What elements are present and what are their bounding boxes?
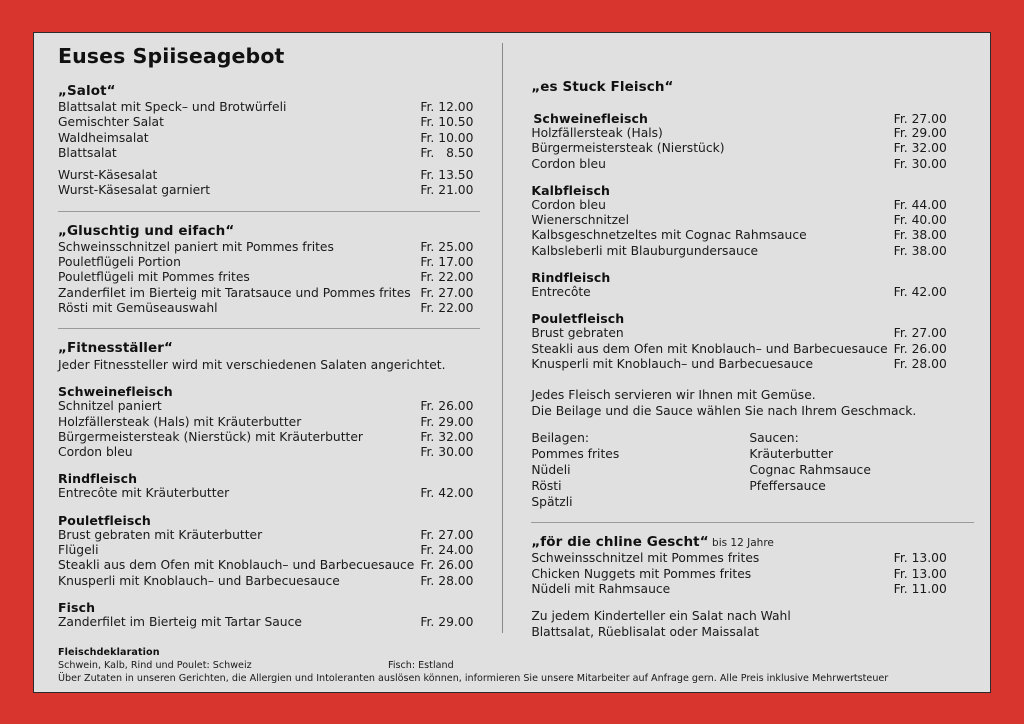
left-column xyxy=(34,33,502,647)
menu-row xyxy=(58,486,502,501)
spacer xyxy=(56,161,502,168)
allergen-note: Über Zutaten in unseren Gerichten, die Allergien und Intoleranten auslösen können, informieren Sie unsere Mitarbeiter auf Anfrage gern. Alle Preis inklusive Mehrwertsteuer xyxy=(58,673,889,684)
category-title: Pouletfleisch xyxy=(58,512,151,528)
list-item: Pfeffersauce xyxy=(749,479,826,494)
item-label: Entrecôte mit Kräuterbutter xyxy=(58,486,230,501)
item-price: Fr. 29.00 xyxy=(420,614,474,629)
spacer xyxy=(529,96,975,111)
item-label: Knusperli mit Knoblauch– und Barbecuesauce xyxy=(531,356,814,371)
serving-notes xyxy=(529,387,975,419)
category-schweinefleisch xyxy=(529,111,975,172)
section-salot xyxy=(56,83,502,199)
item-label: Bürgermeistersteak (Nierstück) mit Kräuterbutter xyxy=(58,429,363,444)
menu-row xyxy=(531,567,975,582)
item-label: Chicken Nuggets mit Pommes frites xyxy=(531,566,752,581)
item-price: Fr. 42.00 xyxy=(893,285,947,300)
item-label: Brust gebraten mit Kräuterbutter xyxy=(58,527,263,542)
menu-row xyxy=(58,115,502,130)
item-price: Fr. 27.00 xyxy=(893,326,947,341)
category-title: Pouletfleisch xyxy=(531,311,625,327)
category-price: Fr. 27.00 xyxy=(893,112,947,126)
item-price: Fr. 26.00 xyxy=(420,558,474,573)
item-price: Fr. 29.00 xyxy=(893,126,947,140)
serving-note: Die Beilage und die Sauce wählen Sie nach Ihrem Geschmack. xyxy=(531,404,917,419)
spacer xyxy=(56,589,502,600)
item-price: Fr. 11.00 xyxy=(893,581,947,596)
item-group xyxy=(56,168,502,199)
menu-row xyxy=(58,270,502,285)
item-label: Holzfällersteak (Hals) mit Kräuterbutter xyxy=(58,414,302,429)
item-label: Entrecôte xyxy=(531,285,591,300)
menu-columns xyxy=(34,33,990,647)
item-group xyxy=(56,240,502,316)
item-price: Fr. 32.00 xyxy=(893,141,947,156)
item-label: Cordon bleu xyxy=(58,445,133,460)
menu-row xyxy=(531,141,975,156)
menu-footer xyxy=(34,647,990,692)
category-title: Schweinefleisch xyxy=(533,111,649,126)
category-kalbfleisch xyxy=(529,183,975,259)
item-price: Fr. 13.00 xyxy=(893,566,947,581)
item-label: Zanderfilet im Bierteig mit Tartar Sauce xyxy=(58,614,302,629)
menu-row xyxy=(58,574,502,589)
section-heading xyxy=(531,534,975,550)
category-title: Rindfleisch xyxy=(531,270,611,286)
item-price: Fr. 30.00 xyxy=(420,445,474,460)
menu-row xyxy=(58,528,502,543)
menu-row xyxy=(531,582,975,597)
category-header-row xyxy=(531,111,975,126)
section-fitnesstaeller xyxy=(56,340,502,630)
item-label: Cordon bleu xyxy=(531,197,606,212)
spacer xyxy=(56,502,502,513)
section-divider xyxy=(58,328,480,329)
kids-note: Zu jedem Kinderteller ein Salat nach Wahl xyxy=(531,609,791,624)
origin-fish: Fisch: Estland xyxy=(388,660,454,671)
item-price: Fr. 13.00 xyxy=(893,551,947,566)
section-gluschtig xyxy=(56,223,502,316)
menu-row xyxy=(58,240,502,255)
category-rindfleisch xyxy=(56,471,502,501)
item-price: Fr. 27.00 xyxy=(420,527,474,542)
menu-row xyxy=(58,430,502,445)
item-price: Fr. 26.00 xyxy=(420,399,474,414)
item-label: Pouletflügeli mit Pommes frites xyxy=(58,270,250,285)
item-price: Fr. 30.00 xyxy=(893,156,947,171)
item-label: Brust gebraten xyxy=(531,326,624,341)
list-item: Nüdeli xyxy=(531,463,571,478)
item-label: Kalbsleberli mit Blauburgundersauce xyxy=(531,243,759,258)
item-price: Fr. 22.00 xyxy=(420,270,474,285)
menu-row xyxy=(58,168,502,183)
list-item: Cognac Rahmsauce xyxy=(749,463,871,478)
item-label: Schnitzel paniert xyxy=(58,399,162,414)
menu-row xyxy=(531,285,975,300)
sides-heading: Beilagen: xyxy=(531,431,590,446)
item-price: Fr. 38.00 xyxy=(893,243,947,258)
category-pouletfleisch xyxy=(529,311,975,372)
item-group xyxy=(56,100,502,161)
item-price: Fr. 28.00 xyxy=(420,573,474,588)
spacer xyxy=(529,597,975,608)
menu-row xyxy=(531,244,975,259)
item-price: Fr. 13.50 xyxy=(420,168,474,183)
item-price: Fr. 21.00 xyxy=(420,183,474,198)
category-title: Rindfleisch xyxy=(58,471,138,487)
item-price: Fr. 10.00 xyxy=(420,130,474,145)
item-label: Blattsalat xyxy=(58,145,117,160)
item-price: Fr. 27.00 xyxy=(420,285,474,300)
item-price: Fr. 8.50 xyxy=(420,145,474,160)
list-item: Pommes frites xyxy=(531,447,620,462)
item-label: Gemischter Salat xyxy=(58,115,164,130)
category-schweinefleisch xyxy=(56,384,502,460)
sauces-heading: Saucen: xyxy=(749,431,799,446)
category-title: Kalbfleisch xyxy=(531,182,611,198)
item-label: Cordon bleu xyxy=(531,156,606,171)
page-title: Euses Spiiseagebot xyxy=(58,44,285,68)
item-price: Fr. 10.50 xyxy=(420,115,474,130)
category-title: Schweinefleisch xyxy=(58,384,173,400)
item-label: Waldheimsalat xyxy=(58,130,149,145)
menu-row xyxy=(531,157,975,172)
list-item: Rösti xyxy=(531,479,562,494)
menu-row xyxy=(58,146,502,161)
origin-row xyxy=(58,659,968,672)
menu-row xyxy=(531,342,975,357)
item-label: Steakli aus dem Ofen mit Knoblauch– und Barbecuesauce xyxy=(58,558,415,573)
item-price: Fr. 12.00 xyxy=(420,100,474,114)
section-heading: „Salot“ xyxy=(58,83,116,99)
menu-row xyxy=(531,228,975,243)
menu-row xyxy=(531,198,975,213)
category-fisch xyxy=(56,600,502,630)
kids-age-note: bis 12 Jahre xyxy=(712,537,774,550)
menu-row xyxy=(531,326,975,341)
item-label: Steakli aus dem Ofen mit Knoblauch– und Barbecuesauce xyxy=(531,341,888,356)
kids-note: Blattsalat, Rüeblisalat oder Maissalat xyxy=(531,625,760,640)
list-item: Kräuterbutter xyxy=(749,447,834,462)
item-price: Fr. 28.00 xyxy=(893,356,947,371)
item-price: Fr. 44.00 xyxy=(893,197,947,212)
section-divider xyxy=(58,211,480,212)
item-price: Fr. 22.00 xyxy=(420,300,474,315)
section-heading: „es Stuck Fleisch“ xyxy=(531,79,674,95)
spacer xyxy=(529,372,975,387)
menu-row xyxy=(531,357,975,372)
item-label: Holzfällersteak (Hals) xyxy=(531,126,663,140)
item-label: Knusperli mit Knoblauch– und Barbecuesauce xyxy=(58,573,340,588)
section-heading: „Gluschtig und eifach“ xyxy=(58,222,235,239)
spacer xyxy=(529,259,975,270)
menu-row xyxy=(58,415,502,430)
item-label: Zanderfilet im Bierteig mit Taratsauce und Pommes frites xyxy=(58,285,411,300)
menu-row xyxy=(58,615,502,630)
item-price: Fr. 40.00 xyxy=(893,213,947,228)
list-item: Spätzli xyxy=(531,495,573,510)
menu-row xyxy=(58,255,502,270)
item-label: Schweinsschnitzel mit Pommes frites xyxy=(531,551,760,566)
right-column xyxy=(503,33,999,647)
item-label: Bürgermeistersteak (Nierstück) xyxy=(531,141,725,156)
item-label: Wienerschnitzel xyxy=(531,213,630,228)
spacer xyxy=(529,300,975,311)
menu-row xyxy=(58,286,502,301)
menu-row xyxy=(531,213,975,228)
serving-note: Jedes Fleisch servieren wir Ihnen mit Gemüse. xyxy=(531,388,816,403)
declaration-title: Fleischdeklaration xyxy=(58,647,160,658)
item-label: Kalbsgeschnetzeltes mit Cognac Rahmsauce xyxy=(531,228,807,243)
section-heading: „Fitnesställer“ xyxy=(58,340,174,357)
sauces-list xyxy=(749,430,967,510)
menu-row xyxy=(58,183,502,198)
menu-row xyxy=(58,301,502,316)
item-price: Fr. 26.00 xyxy=(893,341,947,356)
item-label: Schweinsschnitzel paniert mit Pommes frites xyxy=(58,239,334,254)
item-label: Rösti mit Gemüseauswahl xyxy=(58,300,218,315)
spacer xyxy=(529,419,975,430)
origin-meat: Schwein, Kalb, Rind und Poulet: Schweiz xyxy=(58,660,252,671)
menu-row xyxy=(58,100,502,115)
item-label: Blattsalat mit Speck– und Brotwürfeli xyxy=(58,100,287,114)
item-label: Wurst-Käsesalat xyxy=(58,168,158,183)
item-price: Fr. 29.00 xyxy=(420,414,474,429)
section-subtitle: Jeder Fitnessteller wird mit verschiedenen Salaten angerichtet. xyxy=(58,358,446,373)
item-price: Fr. 24.00 xyxy=(420,543,474,558)
menu-row xyxy=(531,126,975,141)
menu-row xyxy=(58,131,502,146)
item-price: Fr. 25.00 xyxy=(420,239,474,254)
spacer xyxy=(56,373,502,384)
menu-row xyxy=(58,399,502,414)
menu-row xyxy=(531,551,975,566)
item-label: Pouletflügeli Portion xyxy=(58,255,181,270)
section-divider xyxy=(531,522,973,523)
item-label: Wurst-Käsesalat garniert xyxy=(58,183,211,198)
section-kids-menu xyxy=(529,534,975,640)
spacer xyxy=(56,460,502,471)
sides-and-sauces xyxy=(531,430,975,510)
item-price: Fr. 38.00 xyxy=(893,228,947,243)
item-price: Fr. 32.00 xyxy=(420,429,474,444)
item-label: Flügeli xyxy=(58,543,99,558)
item-price: Fr. 17.00 xyxy=(420,255,474,270)
item-label: Nüdeli mit Rahmsauce xyxy=(531,581,671,596)
item-price: Fr. 42.00 xyxy=(420,486,474,501)
spacer xyxy=(529,172,975,183)
category-pouletfleisch xyxy=(56,513,502,589)
menu-panel xyxy=(33,32,991,693)
category-title: Fisch xyxy=(58,599,96,615)
menu-row xyxy=(58,543,502,558)
category-rindfleisch xyxy=(529,270,975,300)
menu-row xyxy=(58,558,502,573)
kids-heading-text: „för die chline Gescht“ xyxy=(531,534,709,551)
menu-row xyxy=(58,445,502,460)
sides-list xyxy=(531,430,749,510)
